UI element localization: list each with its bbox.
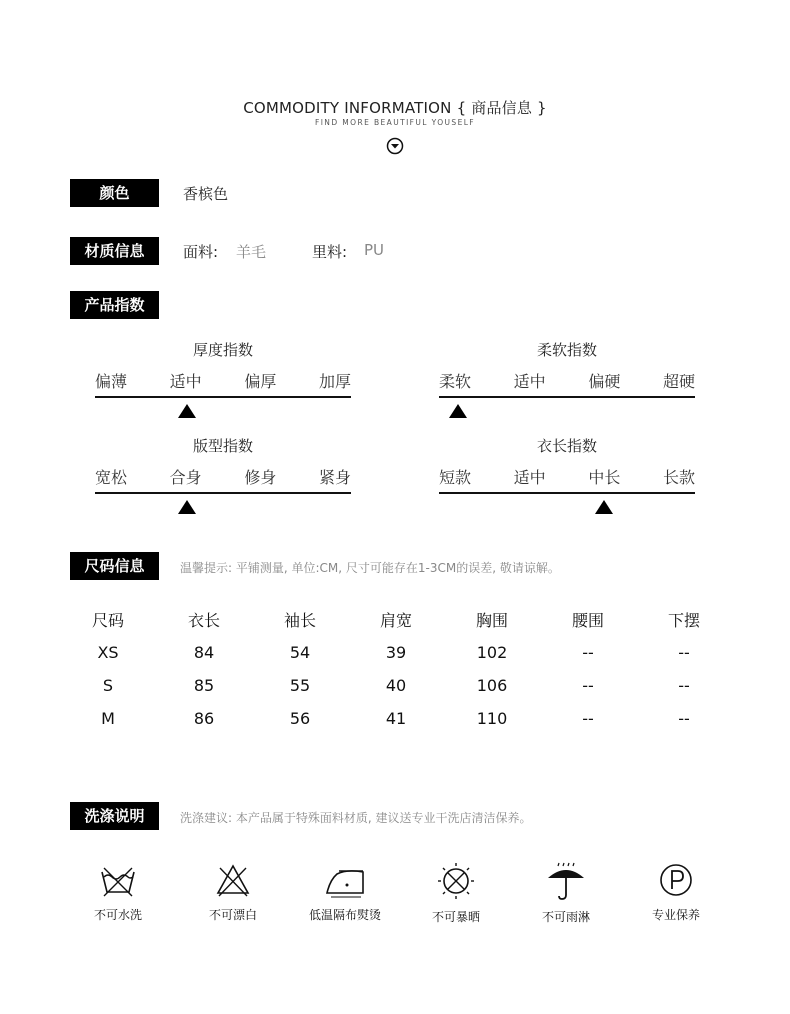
table-cell: -- xyxy=(582,643,594,662)
table-cell: S xyxy=(102,676,114,695)
table-row xyxy=(60,702,732,735)
softness-scale-line xyxy=(439,396,695,398)
care-tip: 洗涤建议: 本产品属于特殊面料材质, 建议送专业干洗店清洁保养。 xyxy=(180,811,532,825)
table-cell: 102 xyxy=(476,643,508,662)
table-cell: 84 xyxy=(193,643,215,662)
no-bleach-icon xyxy=(213,860,253,900)
length-index-title: 衣长指数 xyxy=(536,437,597,455)
column-header: 腰围 xyxy=(571,610,604,630)
table-header-row xyxy=(60,602,732,636)
thickness-index-title: 厚度指数 xyxy=(192,341,253,359)
fabric-value: 羊毛 xyxy=(236,243,267,261)
column-header: 袖长 xyxy=(283,610,316,630)
length-marker-icon xyxy=(595,500,613,514)
care-item-no-rain xyxy=(511,860,621,925)
column-header: 尺码 xyxy=(91,610,124,630)
scale-option: 柔软 xyxy=(439,372,472,391)
table-cell: 55 xyxy=(289,676,311,695)
lining-label: 里料: xyxy=(312,243,348,261)
page-title: COMMODITY INFORMATION { 商品信息 } xyxy=(243,99,547,117)
scale-option: 长款 xyxy=(662,468,695,487)
column-header: 下摆 xyxy=(667,610,700,630)
care-item-label: 不可水洗 xyxy=(93,908,142,922)
scale-option: 适中 xyxy=(513,372,546,391)
low-temp-iron-icon xyxy=(321,860,369,900)
scale-option: 宽松 xyxy=(95,468,128,487)
table-row xyxy=(60,636,732,669)
table-cell: XS xyxy=(97,643,119,662)
scale-option: 合身 xyxy=(169,468,202,487)
table-cell: 85 xyxy=(193,676,215,695)
table-cell: 39 xyxy=(385,643,407,662)
table-cell: -- xyxy=(678,676,690,695)
product-index-label: 产品指数 xyxy=(70,291,159,319)
column-header: 衣长 xyxy=(187,610,220,630)
table-cell: 110 xyxy=(476,709,508,728)
table-cell: -- xyxy=(678,643,690,662)
thickness-scale-line xyxy=(95,396,351,398)
fit-marker-icon xyxy=(178,500,196,514)
care-item-no-wash xyxy=(63,860,173,923)
softness-scale xyxy=(439,369,695,392)
fit-scale xyxy=(95,465,351,488)
care-item-label: 不可暴晒 xyxy=(431,910,480,924)
color-label: 颜色 xyxy=(70,179,159,207)
scale-option: 超硬 xyxy=(662,372,695,391)
length-scale-line xyxy=(439,492,695,494)
table-cell: 86 xyxy=(193,709,215,728)
table-cell: 54 xyxy=(289,643,311,662)
lining-value: PU xyxy=(364,241,385,259)
scale-option: 偏硬 xyxy=(588,372,621,391)
care-item-label: 专业保养 xyxy=(651,908,700,922)
table-cell: 40 xyxy=(385,676,407,695)
care-item-professional-care xyxy=(621,860,731,923)
fit-index-title: 版型指数 xyxy=(192,437,253,455)
scale-option: 适中 xyxy=(169,372,202,391)
scale-option: 紧身 xyxy=(318,468,351,487)
length-scale xyxy=(439,465,695,488)
softness-marker-icon xyxy=(449,404,467,418)
care-item-no-sun xyxy=(401,860,511,925)
softness-index-title: 柔软指数 xyxy=(536,341,597,359)
color-value: 香槟色 xyxy=(183,185,229,203)
size-table xyxy=(60,602,732,735)
fabric-label: 面料: xyxy=(183,243,219,261)
fit-scale-line xyxy=(95,492,351,494)
no-wash-icon xyxy=(98,860,138,900)
professional-care-icon xyxy=(656,860,696,900)
scale-option: 修身 xyxy=(244,468,277,487)
care-item-no-bleach xyxy=(178,860,288,923)
scale-option: 偏厚 xyxy=(244,372,277,391)
table-cell: -- xyxy=(582,709,594,728)
material-label: 材质信息 xyxy=(70,237,159,265)
column-header: 肩宽 xyxy=(379,610,412,630)
care-label: 洗涤说明 xyxy=(70,802,159,830)
scale-option: 中长 xyxy=(588,468,621,487)
scale-option: 适中 xyxy=(513,468,546,487)
care-item-label: 低温隔布熨烫 xyxy=(308,908,381,922)
care-item-low-temp-iron xyxy=(290,860,400,923)
table-cell: M xyxy=(101,709,115,728)
table-cell: 106 xyxy=(476,676,508,695)
no-sun-icon xyxy=(435,860,477,902)
scale-option: 偏薄 xyxy=(95,372,128,391)
size-tip: 温馨提示: 平铺测量, 单位:CM, 尺寸可能存在1-3CM的误差, 敬请谅解。 xyxy=(180,561,560,575)
table-row xyxy=(60,669,732,702)
table-cell: 41 xyxy=(385,709,407,728)
scale-option: 短款 xyxy=(439,468,472,487)
scale-option: 加厚 xyxy=(318,372,351,391)
column-header: 胸围 xyxy=(475,610,508,630)
thickness-marker-icon xyxy=(178,404,196,418)
thickness-scale xyxy=(95,369,351,392)
size-info-label: 尺码信息 xyxy=(70,552,159,580)
care-item-label: 不可雨淋 xyxy=(541,910,590,924)
no-rain-icon xyxy=(545,860,587,902)
table-cell: -- xyxy=(678,709,690,728)
chevron-down-circle-icon xyxy=(386,137,404,155)
care-item-label: 不可漂白 xyxy=(208,908,257,922)
table-cell: -- xyxy=(582,676,594,695)
page-subtitle: FIND MORE BEAUTIFUL YOUSELF xyxy=(314,118,476,127)
table-cell: 56 xyxy=(289,709,311,728)
